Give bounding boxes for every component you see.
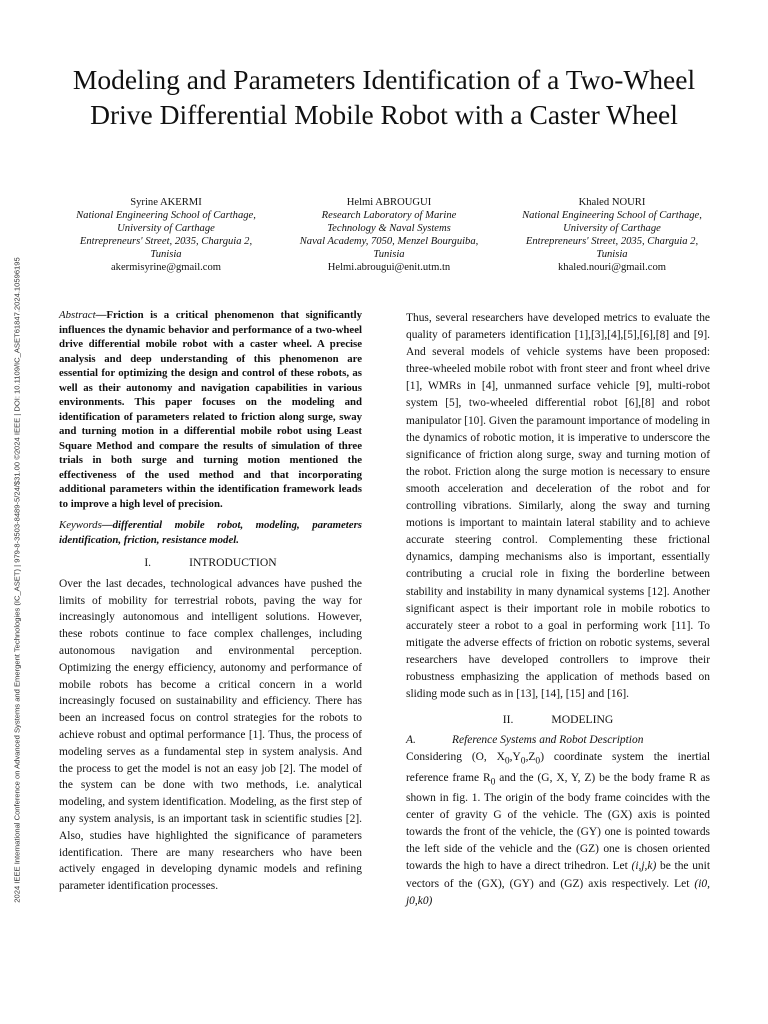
modeling-paragraph bbox=[406, 749, 710, 909]
section-title: INTRODUCTION bbox=[189, 556, 277, 569]
author-affiliation-line: Technology & Naval Systems bbox=[327, 222, 451, 234]
author-affiliation-line: National Engineering School of Carthage, bbox=[522, 209, 702, 221]
keywords-dash: — bbox=[101, 519, 113, 531]
author-name: Khaled NOURI bbox=[578, 197, 646, 208]
subscript: 0 bbox=[520, 755, 526, 767]
section-heading-modeling bbox=[406, 711, 710, 728]
subsection-number: A. bbox=[406, 734, 416, 747]
author-block bbox=[55, 197, 723, 274]
ieee-citation-sidebar bbox=[10, 205, 24, 955]
left-column bbox=[59, 308, 362, 895]
author-name: Syrine AKERMI bbox=[130, 197, 202, 208]
subscript: 0 bbox=[535, 755, 541, 767]
author-email: akermisyrine@gmail.com bbox=[110, 261, 222, 273]
author-affiliation-line: Tunisia bbox=[150, 248, 182, 260]
author-affiliation-line: Entrepreneurs' Street, 2035, Charguia 2, bbox=[79, 235, 253, 247]
text-run: be the unit vectors of the (GX), (GY) and (GZ) axis respectively. Let bbox=[406, 860, 710, 890]
abstract-label: Abstract bbox=[59, 309, 96, 321]
abstract-dash: — bbox=[95, 309, 107, 321]
author-name: Helmi ABROUGUI bbox=[346, 197, 432, 208]
author-affiliation-line: Naval Academy, 7050, Menzel Bourguiba, bbox=[299, 235, 479, 247]
author-email: khaled.nouri@gmail.com bbox=[557, 261, 667, 273]
keywords bbox=[59, 518, 362, 547]
right-column bbox=[406, 310, 710, 910]
subscript: 0 bbox=[504, 755, 510, 767]
text-run: ,Z bbox=[525, 751, 536, 764]
text-run: ) coordinate system the inertial reference frame R bbox=[406, 751, 710, 784]
unit-vectors-math: (i,j,k) bbox=[631, 860, 657, 873]
subscript: 0 bbox=[490, 776, 496, 787]
keywords-text: differential mobile robot, modeling, parameters identification, friction, resistance model. bbox=[59, 519, 362, 546]
author-affiliation-line: University of Carthage bbox=[563, 222, 661, 234]
author-affiliation-line: Tunisia bbox=[373, 248, 405, 260]
section-number: I. bbox=[144, 556, 152, 569]
section-number: II. bbox=[502, 713, 514, 727]
subsection-title: Reference Systems and Robot Description bbox=[452, 734, 644, 747]
author-affiliation-line: Entrepreneurs' Street, 2035, Charguia 2, bbox=[525, 235, 699, 247]
inertial-unit-vectors-math: (i0, j0,k0) bbox=[406, 877, 710, 907]
abstract-text: Friction is a critical phenomenon that significantly influences the dynamic behavior and performance of a two-wheel drive differential mobile robot with a caster wheel. A precise analysis and deep understanding of this phenomenon are essential for optimizing the design and control of these robots, as well as their autonomy and navigation capabilities in various environments. This paper focuses on the modeling and identification of parameters related to friction along surge, sway and turning motion in a differential mobile robot using Least Square Method and compare the results of simulation of three trials in both surge and turning motion mentioned the effectiveness of the used method and that incorporating additional parameters within the identification framework leads to improve a high level of precision. bbox=[59, 309, 362, 510]
author-affiliation-line: Research Laboratory of Marine bbox=[321, 209, 457, 221]
keywords-label: Keywords bbox=[59, 519, 102, 531]
section-title: MODELING bbox=[551, 713, 614, 727]
subsection-heading-reference-systems bbox=[406, 732, 710, 749]
section-heading-introduction bbox=[59, 555, 362, 572]
author-3 bbox=[501, 197, 723, 274]
author-affiliation-line: Tunisia bbox=[596, 248, 628, 260]
intro-continued-paragraph: Thus, several researchers have developed metrics to evaluate the quality of parameters identification [1],[3],[4],[5],[6],[8] and [9]. And several models of vehicle systems have been proposed: three-wheeled mobile robot with front steer and front wheel drive [1], WMRs in [4], unmanned surface vehicle [9], multi-robot system [5], two-wheeled differential robot [6],[8] and robot manipulator [10]. Given the paramount importance of modeling in the dynamics of robotic motion, it is imperative to underscore the significance of friction along surge, sway and turning motion of the robot. Friction along the surge motion is necessary to ensure smooth acceleration and deceleration of the robot and for controlling vibrations. Similarly, along the sway and turning motions is important to maintain lateral stability and to achieve accurate steering control. Complementing these frictional dynamics, damping mechanisms also is important, essentially contributing a crucial role in fixing the borderline between stability and instability in many dynamical systems [12]. Another significant aspect is their important role in mobile robotics to accurately steer a robot to a goal in performing work [11]. To mitigate the adverse effects of friction on robotic systems, several researchers have developed controllers to improve their robustness emphasizing the application of methods based on sliding mode such as in [13], [14], [15] and [16]. bbox=[406, 312, 710, 701]
sidebar-citation-text: 2024 IEEE International Conference on Advanced Systems and Emergent Technologies (IC_ASET) | 979-8-3503-8489-5/24/$31.00 ©2024 IEEE | DOI: 10.1109/IC_ASET61847.2024.10596195 bbox=[12, 257, 22, 903]
abstract bbox=[59, 308, 362, 511]
text-run: ,Y bbox=[509, 751, 521, 764]
author-1 bbox=[55, 197, 277, 274]
text-run: Considering (O, X bbox=[406, 751, 505, 764]
author-affiliation-line: National Engineering School of Carthage, bbox=[76, 209, 256, 221]
author-2 bbox=[278, 197, 500, 274]
paper-title: Modeling and Parameters Identification of a Two-Wheel Drive Differential Mobile Robot with a Caster Wheel bbox=[72, 64, 696, 130]
author-affiliation-line: University of Carthage bbox=[117, 222, 215, 234]
introduction-paragraph: Over the last decades, technological advances have pushed the limits of mobility for terrestrial robots, paving the way for increasingly autonomous and intelligent solutions. However, these robots continue to face complex challenges, including autonomous navigation and environmental perception. Optimizing the energy efficiency, autonomy and performance of mobile robots has become a critical concern in a world increasingly focused on sustainability and efficiency. There has been an increased focus on control strategies for the robots to achieve robust and optimal performance [1]. Thus, the process of modeling serves as a fundamental step in system analysis. And the process to get the model is not an easy job [2]. The model of the system can be done with two methods, i.e. analytical modeling, and system identification. Modeling, as the first step of any system analysis, is an important task in scientific studies [2]. Also, studies have highlighted the significance of parameters identification. There are many researchers who have been actively engaged in developing dynamic models and refining parameter identification processes. bbox=[59, 577, 362, 893]
author-email: Helmi.abrougui@enit.utm.tn bbox=[327, 261, 451, 273]
text-run: and the (G, X, Y, Z) be the body frame R as shown in fig. 1. The origin of the body frame coincides with the center of gravity G of the vehicle. The (GX) axis is pointed towards the front of the vehicle, the (GY) one is pointed towards the left side of the vehicle and the (GZ) one is chosen oriented towards the high to have a direct trihedron. Let bbox=[406, 771, 710, 873]
